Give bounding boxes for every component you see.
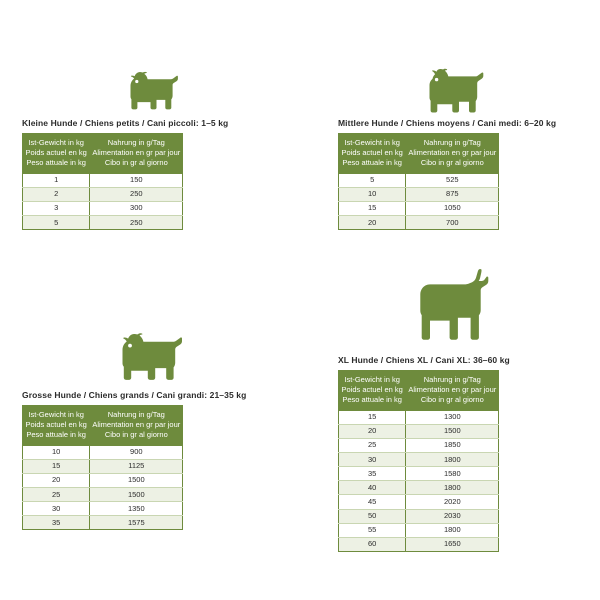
table-row: [339, 481, 499, 495]
table-row: [23, 516, 183, 530]
xl-dog-illustration: [338, 265, 586, 355]
table-row: [23, 502, 183, 516]
cell-weight: 15: [339, 410, 406, 424]
cell-food: 1050: [406, 201, 499, 215]
panel-xl-dogs: [338, 265, 586, 552]
table-header-row: [339, 134, 499, 174]
cell-weight: 15: [23, 459, 90, 473]
feeding-table-large: [22, 405, 183, 530]
cell-food: 150: [90, 173, 183, 187]
feeding-table-xl: [338, 370, 499, 552]
table-row: [23, 201, 183, 215]
table-row: [23, 488, 183, 502]
table-row: [339, 410, 499, 424]
large-dog-icon: [110, 328, 196, 390]
cell-weight: 20: [339, 424, 406, 438]
cell-weight: 20: [23, 473, 90, 487]
table-row: [23, 459, 183, 473]
cell-food: 525: [406, 173, 499, 187]
panel-title: Mittlere Hunde / Chiens moyens / Cani medi: 6–20 kg: [338, 118, 557, 128]
panel-medium-dogs: [338, 60, 586, 230]
cell-food: 1350: [90, 502, 183, 516]
cell-food: 1500: [90, 488, 183, 502]
table-row: [339, 453, 499, 467]
cell-food: 1125: [90, 459, 183, 473]
cell-food: 875: [406, 187, 499, 201]
medium-dog-icon: [418, 64, 496, 118]
column-header-weight: Ist-Gewicht in kg Poids actuel en kg Peso attuale in kg: [339, 134, 406, 174]
table-row: [339, 509, 499, 523]
cell-weight: 60: [339, 537, 406, 551]
table-row: [23, 216, 183, 230]
table-row: [339, 523, 499, 537]
cell-food: 250: [90, 187, 183, 201]
feeding-table-medium: [338, 133, 499, 230]
table-row: [339, 424, 499, 438]
cell-food: 1800: [406, 481, 499, 495]
cell-weight: 40: [339, 481, 406, 495]
table-header-row: [23, 406, 183, 446]
cell-weight: 2: [23, 187, 90, 201]
cell-weight: 5: [339, 173, 406, 187]
cell-weight: 25: [23, 488, 90, 502]
cell-weight: 20: [339, 216, 406, 230]
cell-weight: 50: [339, 509, 406, 523]
cell-weight: 10: [23, 445, 90, 459]
cell-weight: 35: [339, 467, 406, 481]
column-header-food: Nahrung in g/Tag Alimentation en gr par jour Cibo in gr al giorno: [90, 406, 183, 446]
small-dog-illustration: [22, 60, 277, 118]
column-header-food: Nahrung in g/Tag Alimentation en gr par jour Cibo in gr al giorno: [406, 134, 499, 174]
table-row: [339, 173, 499, 187]
table-row: [339, 467, 499, 481]
cell-weight: 25: [339, 438, 406, 452]
cell-food: 700: [406, 216, 499, 230]
table-row: [339, 201, 499, 215]
cell-weight: 45: [339, 495, 406, 509]
table-row: [339, 438, 499, 452]
cell-weight: 30: [339, 453, 406, 467]
cell-food: 1650: [406, 537, 499, 551]
table-row: [339, 187, 499, 201]
cell-food: 1300: [406, 410, 499, 424]
table-row: [23, 473, 183, 487]
panel-small-dogs: [22, 60, 277, 230]
table-row: [23, 187, 183, 201]
cell-food: 250: [90, 216, 183, 230]
cell-food: 1800: [406, 453, 499, 467]
cell-food: 2030: [406, 509, 499, 523]
medium-dog-illustration: [338, 60, 586, 118]
cell-food: 1800: [406, 523, 499, 537]
column-header-food: Nahrung in g/Tag Alimentation en gr par jour Cibo in gr al giorno: [90, 134, 183, 174]
cell-weight: 30: [23, 502, 90, 516]
cell-food: 900: [90, 445, 183, 459]
column-header-weight: Ist-Gewicht in kg Poids actuel en kg Peso attuale in kg: [339, 371, 406, 411]
table-row: [23, 173, 183, 187]
cell-food: 1500: [406, 424, 499, 438]
panel-title: XL Hunde / Chiens XL / Cani XL: 36–60 kg: [338, 355, 510, 365]
cell-food: 1500: [90, 473, 183, 487]
cell-weight: 10: [339, 187, 406, 201]
panel-large-dogs: [22, 300, 277, 530]
cell-food: 2020: [406, 495, 499, 509]
cell-food: 300: [90, 201, 183, 215]
column-header-weight: Ist-Gewicht in kg Poids actuel en kg Peso attuale in kg: [23, 406, 90, 446]
cell-weight: 35: [23, 516, 90, 530]
cell-weight: 1: [23, 173, 90, 187]
small-dog-icon: [122, 66, 184, 118]
large-dog-illustration: [22, 300, 277, 390]
table-row: [339, 216, 499, 230]
table-header-row: [339, 371, 499, 411]
table-row: [339, 495, 499, 509]
table-header-row: [23, 134, 183, 174]
column-header-weight: Ist-Gewicht in kg Poids actuel en kg Peso attuale in kg: [23, 134, 90, 174]
panel-title: Kleine Hunde / Chiens petits / Cani piccoli: 1–5 kg: [22, 118, 229, 128]
cell-weight: 55: [339, 523, 406, 537]
panel-title: Grosse Hunde / Chiens grands / Cani grandi: 21–35 kg: [22, 390, 247, 400]
cell-food: 1580: [406, 467, 499, 481]
table-row: [23, 445, 183, 459]
cell-food: 1850: [406, 438, 499, 452]
feeding-table-small: [22, 133, 183, 230]
cell-food: 1575: [90, 516, 183, 530]
table-row: [339, 537, 499, 551]
cell-weight: 3: [23, 201, 90, 215]
cell-weight: 5: [23, 216, 90, 230]
column-header-food: Nahrung in g/Tag Alimentation en gr par jour Cibo in gr al giorno: [406, 371, 499, 411]
cell-weight: 15: [339, 201, 406, 215]
xl-dog-icon: [408, 267, 512, 355]
